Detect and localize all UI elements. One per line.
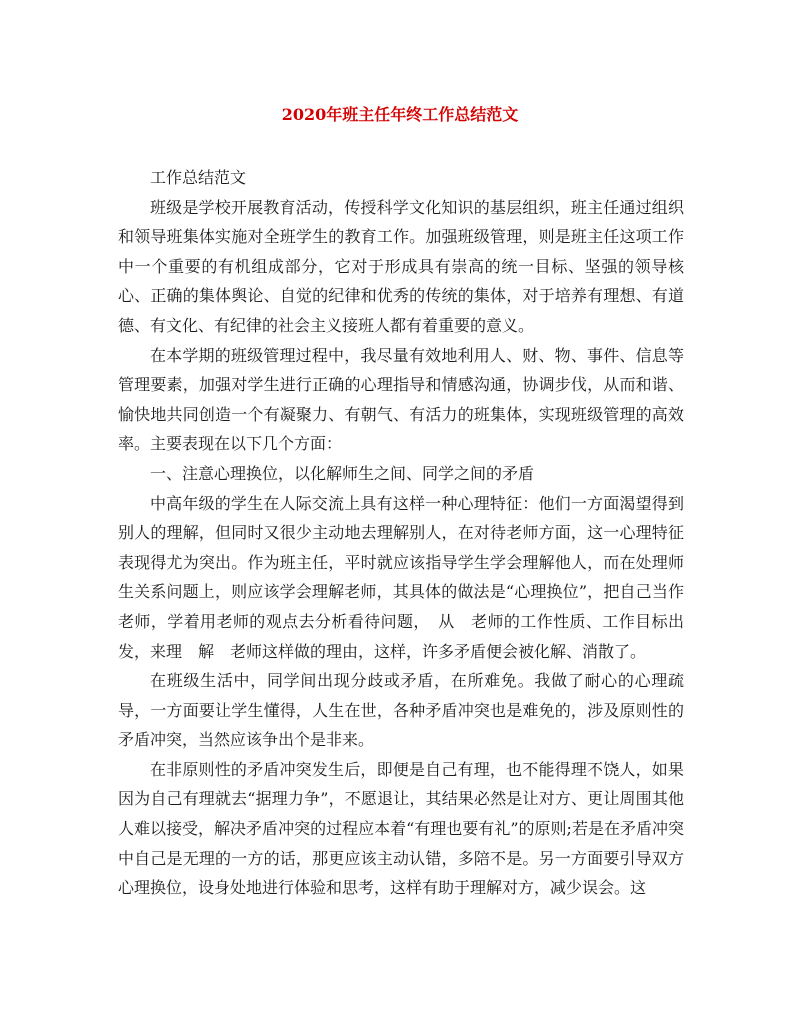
document-body (118, 163, 684, 903)
paragraph-psychology: 中高年级的学生在人际交流上具有这样一种心理特征：他们一方面渴望得到别人的理解，但同时又很少主动地去理解别人，在对待老师方面，这一心理特征表现得尤为突出。作为班主任，平时就应该指导学生学会理解他人，而在处理师生关系问题上，则应该学会理解老师，其具体的做法是“心理换位”，把自己当作老师，学着用老师的观点去分析看待问题， 从 老师的工作性质、工作目标出发，来理 解 老师这样做的理由，这样，许多矛盾便会被化解、消散了。 (118, 493, 684, 661)
section-subtitle: 工作总结范文 (150, 168, 247, 187)
paragraph-non-principle: 在非原则性的矛盾冲突发生后，即便是自己有理，也不能得理不饶人，如果因为自己有理就去“据理力争”，不愿退让，其结果必然是让对方、更让周围其他人难以接受，解决矛盾冲突的过程应本着“有理也要有礼”的原则;若是在矛盾冲突中自己是无理的一方的话，那更应该主动认错，多陪不是。另一方面要引导双方心理换位，设身处地进行体验和思考，这样有助于理解对方，减少误会。这 (118, 759, 684, 898)
section-heading-one: 一、注意心理换位，以化解师生之间、同学之间的矛盾 (150, 463, 535, 483)
document-title: 2020年班主任年终工作总结范文 (281, 105, 519, 124)
paragraph-management: 在本学期的班级管理过程中，我尽量有效地利用人、财、物、事件、信息等管理要素，加强对学生进行正确的心理指导和情感沟通，协调步伐，从而和谐、愉快地共同创造一个有凝聚力、有朝气、有活力的班集体，实现班级管理的高效率。主要表现在以下几个方面： (118, 345, 684, 454)
paragraph-conflict: 在班级生活中，同学间出现分歧或矛盾，在所难免。我做了耐心的心理疏导，一方面要让学生懂得，人生在世，各种矛盾冲突也是难免的，涉及原则性的矛盾冲突，当然应该争出个是非来。 (118, 671, 684, 750)
paragraph-intro: 班级是学校开展教育活动，传授科学文化知识的基层组织，班主任通过组织和领导班集体实施对全班学生的教育工作。加强班级管理，则是班主任这项工作中一个重要的有机组成部分，它对于形成具有崇高的统一目标、坚强的领导核心、正确的集体舆论、自觉的纪律和优秀的传统的集体，对于培养有理想、有道德、有文化、有纪律的社会主义接班人都有着重要的意义。 (118, 197, 684, 335)
